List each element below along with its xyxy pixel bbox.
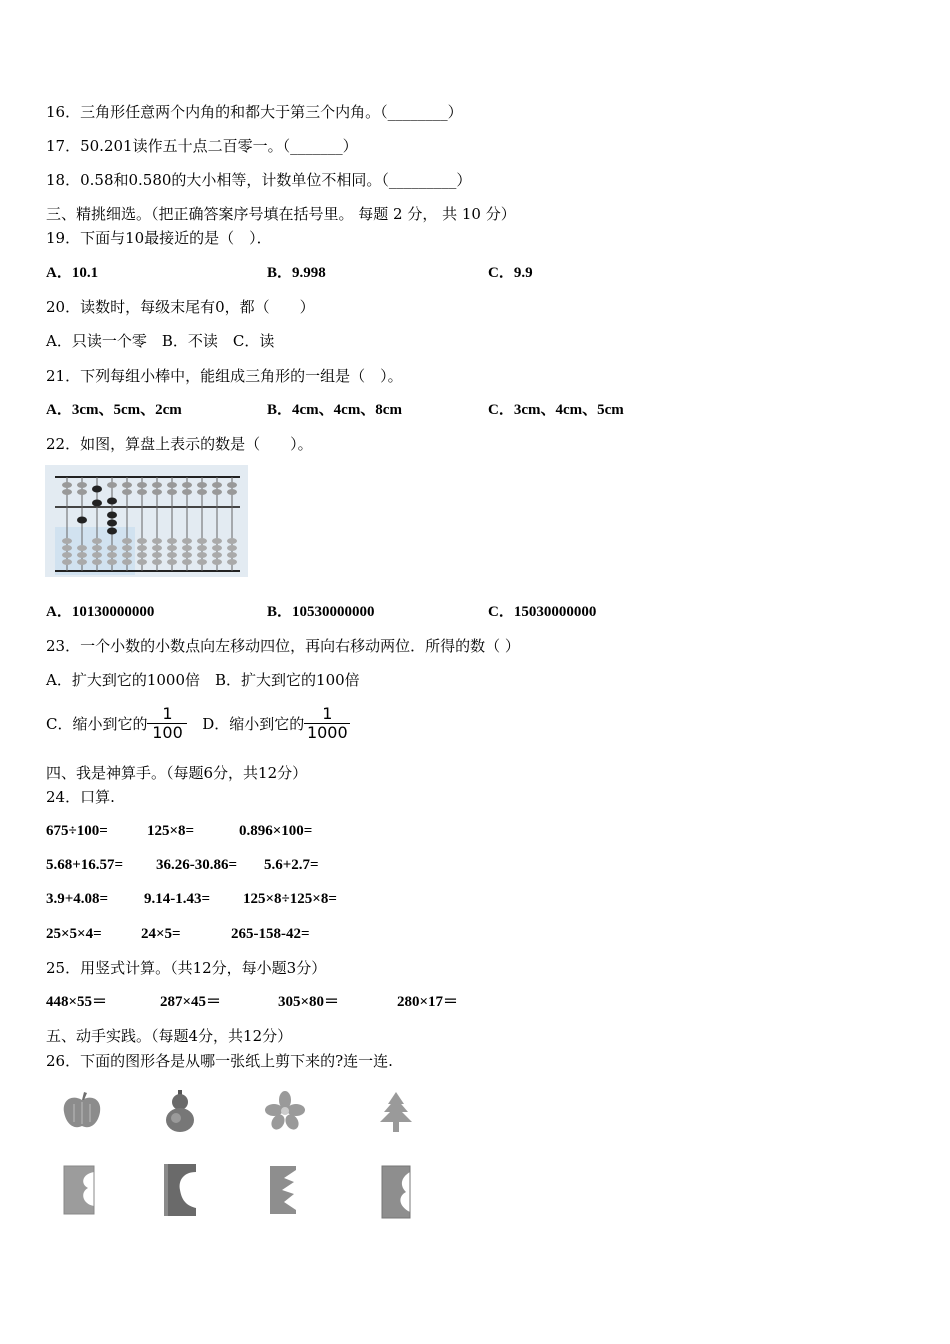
q25-item-2: 287×45＝ [160,994,222,1010]
question-17: 17．50.201读作五十点二百零一。（_______） [46,137,358,155]
question-21-stem: 21．下列每组小棒中，能组成三角形的一组是（ ）。 [46,367,403,385]
q19-option-a: A．10.1 [46,265,99,281]
q24-r2-c3: 5.6+2.7= [264,857,319,873]
q24-r1-c1: 675÷100= [46,823,108,839]
abacus-figure [45,465,248,577]
q23-option-c-label: C．缩小到它的 [46,715,148,733]
q22-option-c: C．15030000000 [488,604,597,620]
question-24-stem: 24．口算. [46,788,115,806]
q23-options-ab: A．扩大到它的1000倍 B．扩大到它的100倍 [46,671,360,689]
section-3-heading: 三、精挑细选。（把正确答案序号填在括号里。 每题 2 分， 共 10 分） [46,205,516,223]
q21-option-a: A．3cm、5cm、2cm [46,402,182,418]
apple-cutout-icon [60,1090,104,1132]
q24-r3-c2: 9.14-1.43= [144,891,211,907]
q23-option-d-label: D．缩小到它的 [202,715,305,733]
q24-r4-c1: 25×5×4= [46,926,102,942]
q23-option-c-fraction [147,705,187,742]
q25-item-1: 448×55＝ [46,994,108,1010]
paper-sheet-2 [160,1162,200,1218]
section-4-heading: 四、我是神算手。（每题6分，共12分） [46,764,308,782]
q23-options-cd [46,704,350,744]
q22-option-a: A．10130000000 [46,604,155,620]
paper-sheet-1 [62,1164,98,1216]
paper-sheet-3 [266,1164,302,1216]
gourd-cutout-icon [160,1088,200,1136]
q25-item-3: 305×80＝ [278,994,340,1010]
question-19-stem: 19．下面与10最接近的是（ ）． [46,229,272,247]
q19-option-b: B．9.998 [267,265,326,281]
q24-r2-c1: 5.68+16.57= [46,857,124,873]
paper-sheet-4 [378,1164,414,1220]
q24-r2-c2: 36.26-30.86= [156,857,238,873]
section-5-heading: 五、动手实践。（每题4分，共12分） [46,1027,293,1045]
q21-option-b: B．4cm、4cm、8cm [267,402,402,418]
question-16: 16．三角形任意两个内角的和都大于第三个内角。（________） [46,103,463,121]
flower-cutout-icon [264,1090,306,1132]
q23-d-denominator: 1000 [304,723,350,742]
question-25-stem: 25．用竖式计算。（共12分，每小题3分） [46,959,327,977]
q20-options: A．只读一个零 B．不读 C．读 [46,332,275,350]
q23-c-numerator: 1 [162,703,173,723]
q21-option-c: C．3cm、4cm、5cm [488,402,624,418]
question-26-stem: 26．下面的图形各是从哪一张纸上剪下来的?连一连. [46,1052,393,1070]
question-20-stem: 20．读数时，每级末尾有0，都（ ） [46,298,315,316]
q23-option-d-fraction [304,705,350,742]
q22-option-b: B．10530000000 [267,604,375,620]
q24-r1-c3: 0.896×100= [239,823,313,839]
q24-r3-c1: 3.9+4.08= [46,891,109,907]
q23-d-numerator: 1 [322,703,333,723]
q24-r1-c2: 125×8= [147,823,195,839]
q24-r3-c3: 125×8÷125×8= [243,891,337,907]
question-23-stem: 23．一个小数的小数点向左移动四位，再向右移动两位．所得的数（ ） [46,637,520,655]
tree-cutout-icon [376,1090,416,1134]
q24-r4-c2: 24×5= [141,926,181,942]
q23-c-denominator: 100 [147,723,187,742]
q19-option-c: C．9.9 [488,265,533,281]
q25-item-4: 280×17＝ [397,994,459,1010]
question-22-stem: 22．如图，算盘上表示的数是（ ）。 [46,435,313,453]
question-18: 18．0.58和0.580的大小相等，计数单位不相同。（_________） [46,171,472,189]
q24-r4-c3: 265-158-42= [231,926,310,942]
